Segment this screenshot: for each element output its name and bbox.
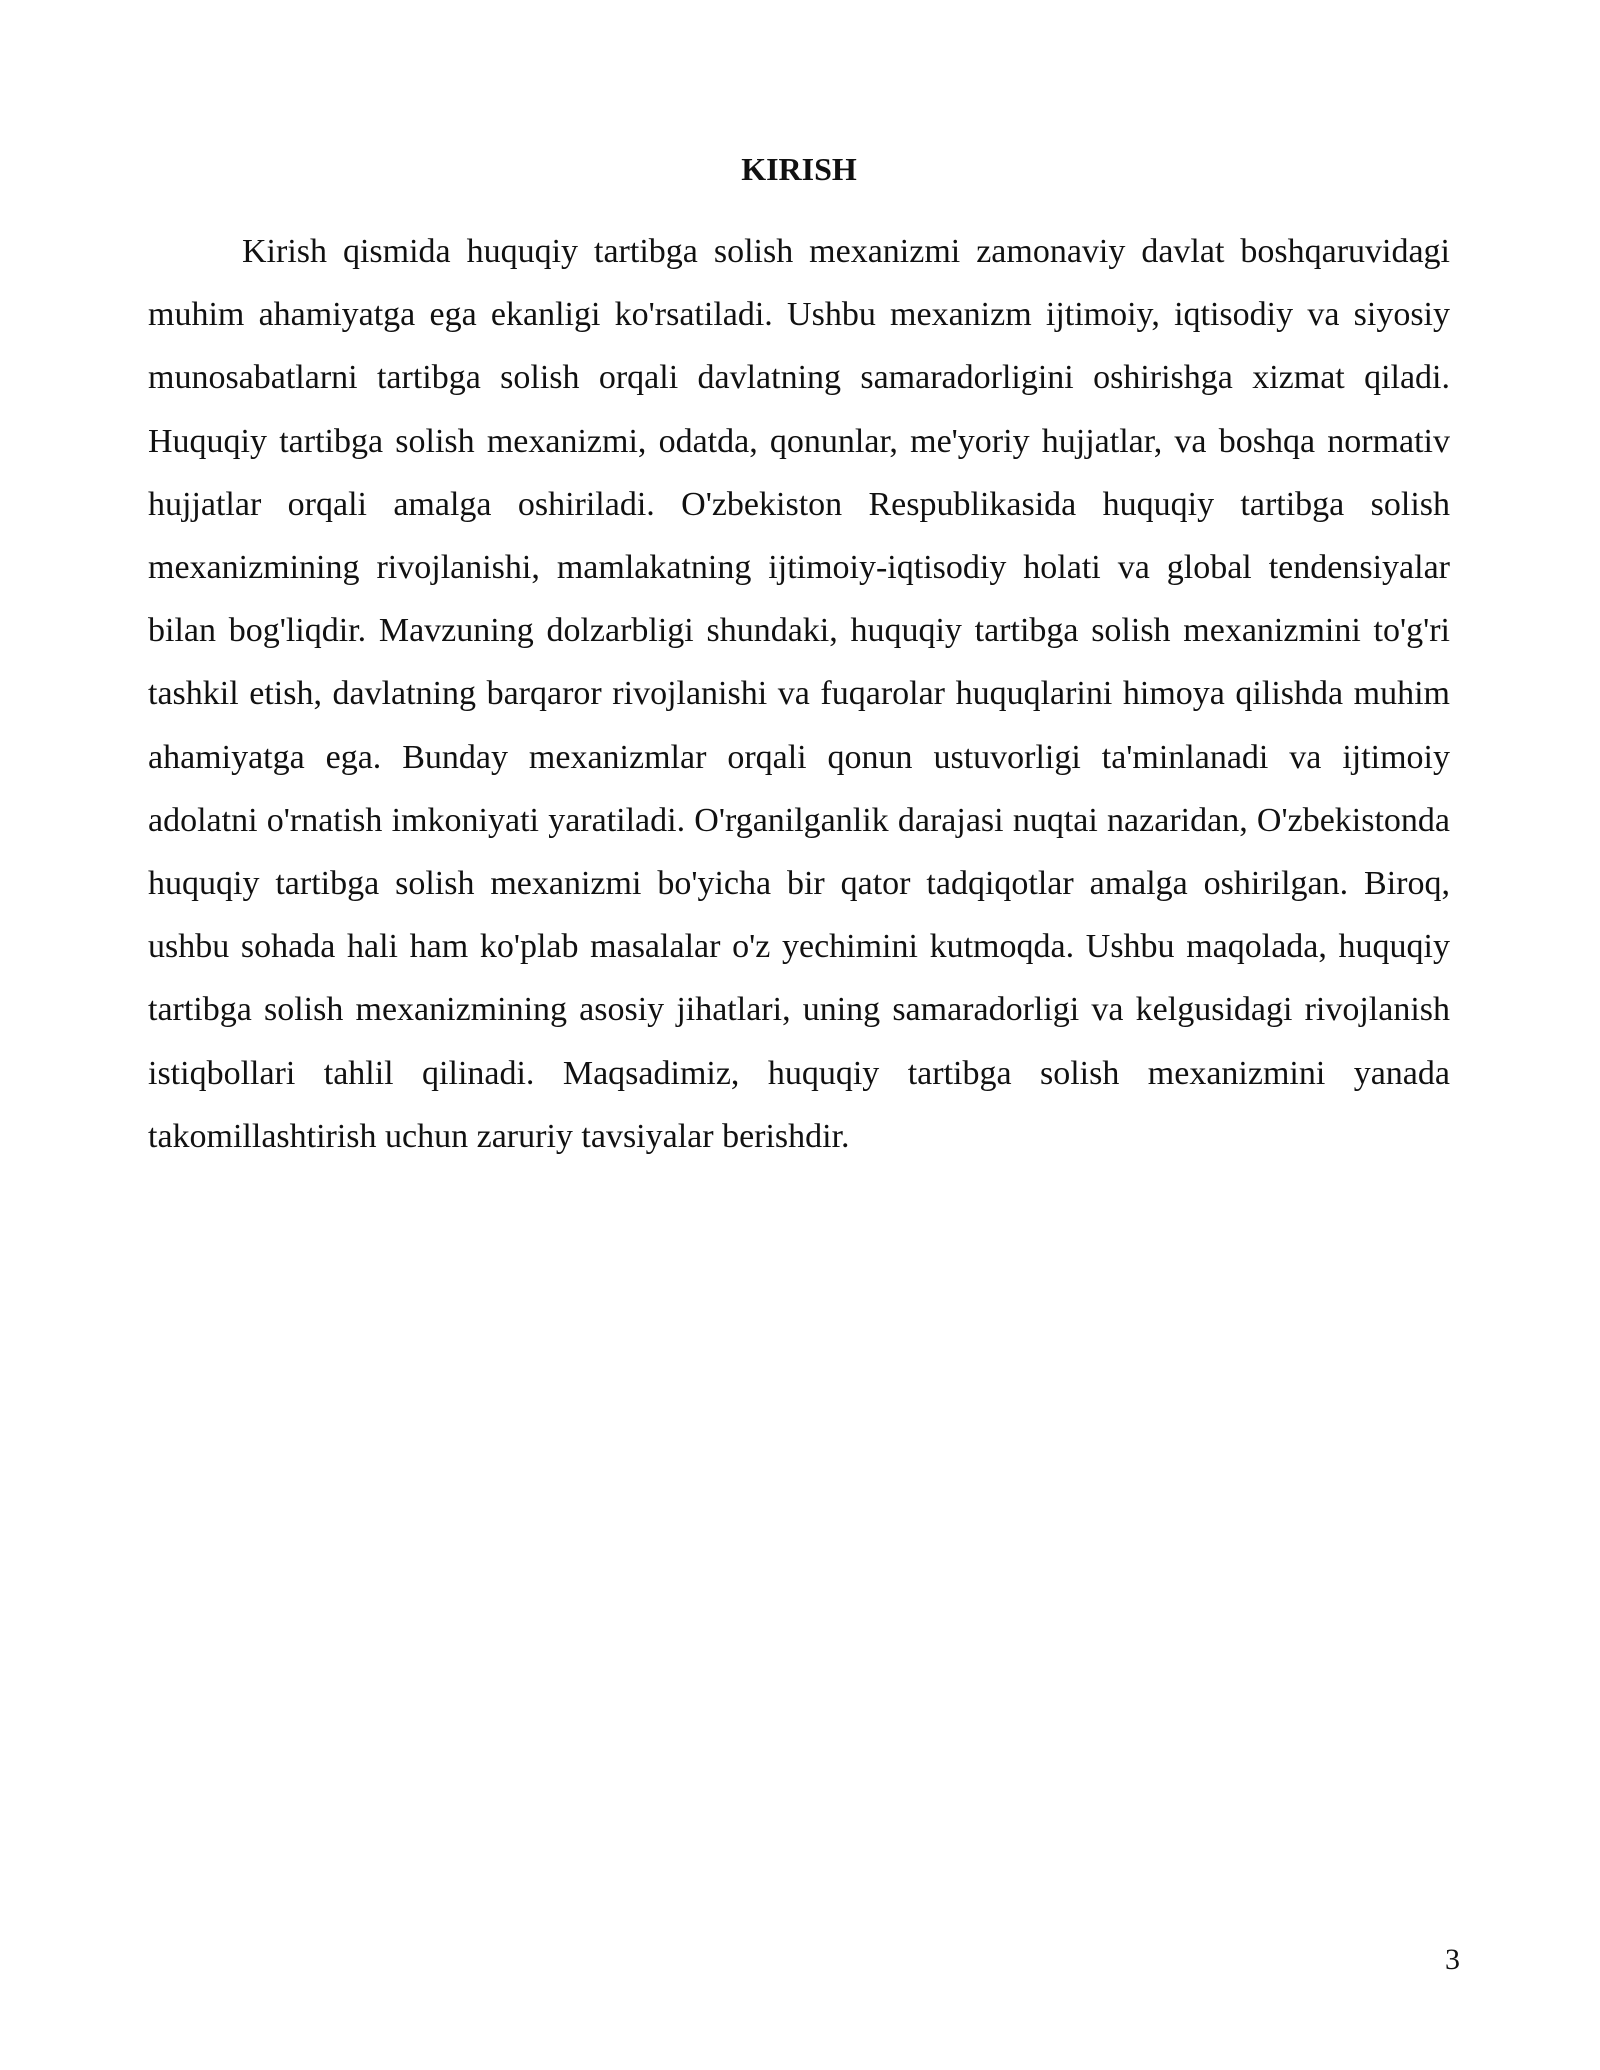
page-number: 3 xyxy=(1445,1943,1460,1976)
section-heading: KIRISH xyxy=(741,151,857,187)
body-paragraph: Kirish qismida huquqiy tartibga solish mexanizmi zamonaviy davlat boshqaruvidagi muhim ahamiyatga ega ekanligi ko'rsatiladi. Ushbu mexanizm ijtimoiy, iqtisodiy va siyosiy munosabatlarni tartibga solish orqali davlatning samaradorligini oshirishga xizmat qiladi. Huquqiy tartibga solish mexanizmi, odatda, qonunlar, me'yoriy hujjatlar, va boshqa normativ hujjatlar orqali amalga oshiriladi. O'zbekiston Respublikasida huquqiy tartibga solish mexanizmining rivojlanishi, mamlakatning ijtimoiy-iqtisodiy holati va global tendensiyalar bilan bog'liqdir. Mavzuning dolzarbligi shundaki, huquqiy tartibga solish mexanizmini to'g'ri tashkil etish, davlatning barqaror rivojlanishi va fuqarolar huquqlarini himoya qilishda muhim ahamiyatga ega. Bunday mexanizmlar orqali qonun ustuvorligi ta'minlanadi va ijtimoiy adolatni o'rnatish imkoniyati yaratiladi. O'rganilganlik darajasi nuqtai nazaridan, O'zbekistonda huquqiy tartibga solish mexanizmi bo'yicha bir qator tadqiqotlar amalga oshirilgan. Biroq, ushbu sohada hali ham ko'plab masalalar o'z yechimini kutmoqda. Ushbu maqolada, huquqiy tartibga solish mexanizmining asosiy jihatlari, uning samaradorligi va kelgusidagi rivojlanish istiqbollari tahlil qilinadi. Maqsadimiz, huquqiy tartibga solish mexanizmini yanada takomillashtirish uchun zaruriy tavsiyalar berishdir. xyxy=(148,233,1450,1155)
